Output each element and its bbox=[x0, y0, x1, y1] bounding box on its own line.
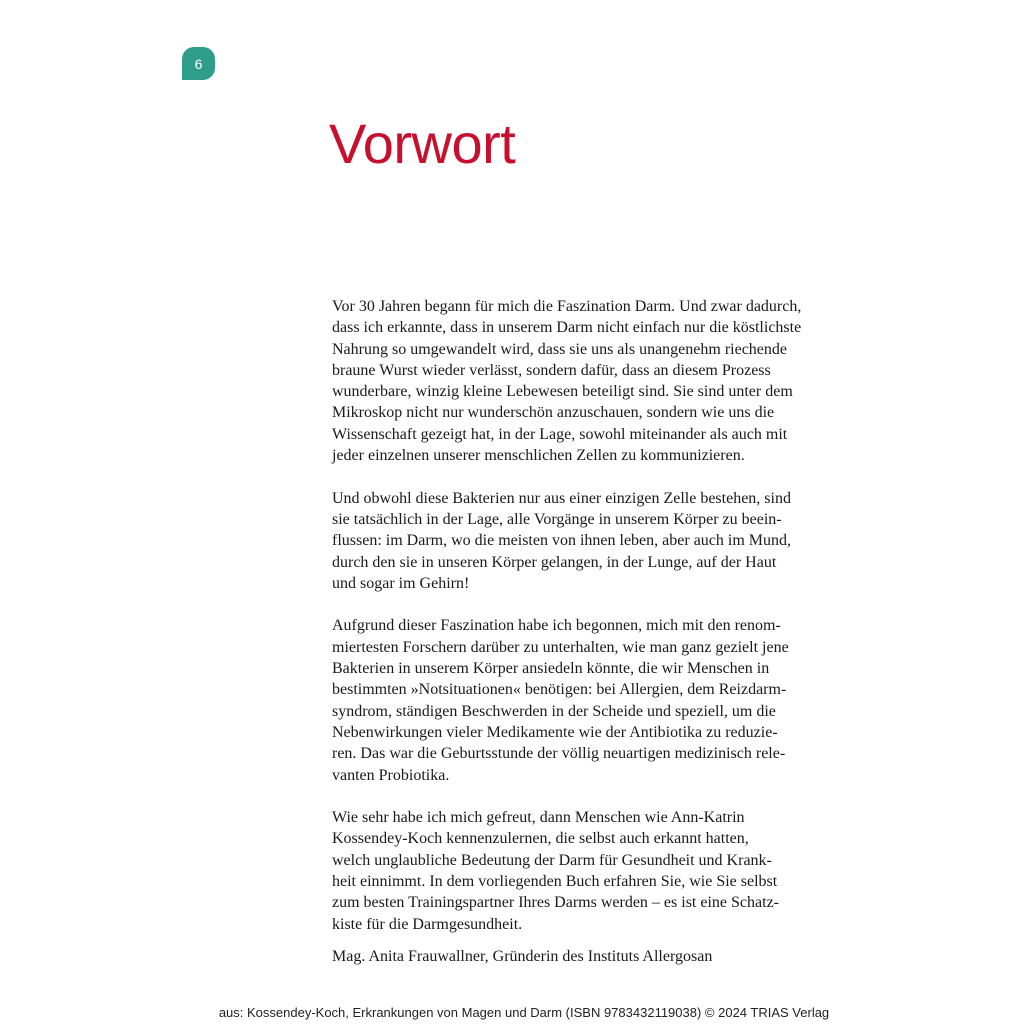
page-number: 6 bbox=[194, 55, 203, 72]
text-line: braune Wurst wieder verlässt, sondern dafür, dass an diesem Prozess bbox=[332, 361, 771, 379]
text-line: Mikroskop nicht nur wunderschön anzuschauen, sondern wie uns die bbox=[332, 404, 775, 422]
text-line: Wissenschaft gezeigt hat, in der Lage, sowohl miteinander als auch mit bbox=[332, 425, 788, 443]
text-line: und sogar im Gehirn! bbox=[332, 574, 470, 592]
text-line: bestimmten »Notsituationen« benötigen: bei Allergien, dem Reizdarm- bbox=[332, 681, 787, 699]
page-number-badge bbox=[182, 47, 215, 80]
text-line: wunderbare, winzig kleine Lebewesen beteiligt sind. Sie sind unter dem bbox=[332, 383, 793, 401]
text-line: jeder einzelnen unserer menschlichen Zellen zu kommunizieren. bbox=[332, 447, 745, 465]
text-line: dass ich erkannte, dass in unserem Darm nicht einfach nur die köstlichste bbox=[332, 319, 802, 337]
text-line: Wie sehr habe ich mich gefreut, dann Menschen wie Ann-Katrin bbox=[332, 809, 745, 827]
text-line: welch unglaubliche Bedeutung der Darm für Gesundheit und Krank- bbox=[332, 851, 772, 869]
text-line: Kossendey-Koch kennenzulernen, die selbst auch erkannt hatten, bbox=[332, 830, 749, 848]
page-title: Vorwort bbox=[329, 112, 516, 175]
paragraph-2 bbox=[332, 488, 832, 594]
paragraph-1 bbox=[332, 296, 832, 466]
text-line: durch den sie in unseren Körper gelangen, in der Lunge, auf der Haut bbox=[332, 553, 777, 571]
signature: Mag. Anita Frauwallner, Gründerin des Instituts Allergosan bbox=[332, 948, 713, 966]
text-line: heit einnimmt. In dem vorliegenden Buch erfahren Sie, wie Sie selbst bbox=[332, 873, 778, 891]
text-line: flussen: im Darm, wo die meisten von ihnen leben, aber auch im Mund, bbox=[332, 532, 792, 550]
copyright-footer: aus: Kossendey-Koch, Erkrankungen von Magen und Darm (ISBN 9783432119038) © 2024 TRIAS Verlag bbox=[218, 1005, 830, 1020]
paragraph-3 bbox=[332, 615, 832, 785]
text-line: sie tatsächlich in der Lage, alle Vorgänge in unserem Körper zu beein- bbox=[332, 510, 782, 528]
text-line: zum besten Trainingspartner Ihres Darms werden – es ist eine Schatz- bbox=[332, 894, 779, 912]
text-line: Nebenwirkungen vieler Medikamente wie der Antibiotika zu reduzie- bbox=[332, 723, 778, 741]
text-line: kiste für die Darmgesundheit. bbox=[332, 915, 523, 933]
text-line: Aufgrund dieser Faszination habe ich begonnen, mich mit den renom- bbox=[332, 617, 781, 635]
text-line: miertesten Forschern darüber zu unterhalten, wie man ganz gezielt jene bbox=[332, 638, 789, 656]
text-line: Nahrung so umgewandelt wird, dass sie uns als unangenehm riechende bbox=[332, 340, 787, 358]
text-line: syndrom, ständigen Beschwerden in der Scheide und speziell, um die bbox=[332, 702, 776, 720]
text-line: Vor 30 Jahren begann für mich die Faszination Darm. Und zwar dadurch, bbox=[332, 298, 802, 315]
paragraph-4 bbox=[332, 807, 832, 935]
text-line: Bakterien in unserem Körper ansiedeln könnte, die wir Menschen in bbox=[332, 660, 770, 678]
text-line: ren. Das war die Geburtsstunde der völlig neuartigen medizinisch rele- bbox=[332, 745, 786, 763]
text-line: vanten Probiotika. bbox=[332, 766, 450, 784]
body-text bbox=[332, 296, 832, 968]
text-line: Und obwohl diese Bakterien nur aus einer einzigen Zelle bestehen, sind bbox=[332, 489, 791, 507]
